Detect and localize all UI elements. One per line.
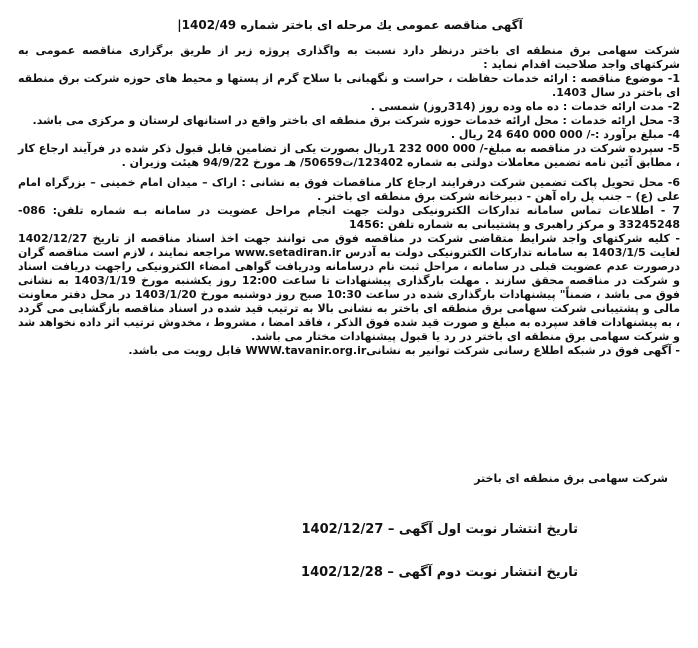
company-signature: شرکت سهامی برق منطقه ای باختر [474,472,668,485]
title-text: آگهی مناقصه عمومی يك مرحله ای باختر شماره 1402/49 [181,18,523,32]
title-bar: | [177,18,182,32]
item-tavanir: - آگهی فوق در شبکه اطلاع رسانی شرکت توانير به نشانیWWW.tavanir.org.ir قابل رويت می باشد. [128,344,680,357]
item-subject: 1- موضوع مناقصه : ارائه خدمات حفاظت ، حراست و نگهبانی با سلاح گرم از پستها و محيط های حوزه شرکت برق منطقه ای باختر در سال 1403. [18,72,680,99]
intro-paragraph: شرکت سهامی برق منطقه ای باختر درنظر دارد نسبت به واگذاری پروژه زير از طريق برگزاری مناقصه عمومی به شرکتهای واجد صلاحيت اقدام نمايد : [18,44,680,71]
item-duration: 2- مدت ارائه خدمات : ده ماه وده روز (314روز) شمسی . [370,100,680,113]
item-contact: 7 - اطلاعات تماس سامانه تدارکات الکترونيکی دولت جهت انجام مراحل عضويت در سامانه بـه شماره تلفن: 086-33245248 و مرکز راهبری و پشتيبانی به شماره تلفن :1456 [18,204,680,231]
publication-first: تاريخ انتشار نوبت اول آگهی – 1402/12/27 [301,522,578,537]
item-documents: - کليه شرکتهای واجد شرايط متقاضی شرکت در مناقصه فوق می توانند جهت اخذ اسناد مناقصه از تاريخ 1402/12/27 لغايت 1403/1/5 به سامانه تدارکات الکترونيکی دولت به آدرس www.setadiran.ir مراجعه نمايند ، لازم است مناقصه گران درصورت عدم عضويت قبلی در سامانه ، مراحل ثبت نام درسامانه ودريافت گواهی امضاء الکترونيکی راجهت دريافت اسناد و شرکت در مناقصه محقق سازند . مهلت بارگذاری پيشنهادات تا ساعت 12:00 روز يکشنبه مورخ 1403/1/19 به نشانی فوق می باشد ، ضمناً" پيشنهادات بارگذاری شده در ساعت 10:30 صبح روز دوشنبه مورخ 1403/1/20 در محل دفتر معاونت مالی و پشتيبانی شرکت سهامی برق منطقه ای باختر به نشانی بالا به ترتيب قيد شده در اسناد مناقصه بازگشايی می گردد ، به پيشنهادات فاقد سپرده به مبلغ و صورت قيد شده فوق الذکر ، فاقد امضا ، مشروط ، مخدوش ترتيب اثر داده نخواهد شد و شرکت سهامی برق منطقه ای باختر در رد يا قبول پيشنهادات مختار می باشد. [18,232,680,343]
item-deposit: 5- سپرده شرکت در مناقصه به مبلغ-/ 000 000 232 1ريال بصورت يکی از تضامين قابل قبول ذکر شده در فرآيند ارجاع کار ، مطابق آئين نامه تضمين معاملات دولتی به شماره 123402/ت50659/ هـ مورخ 94/9/22 هيئت وزيران . [18,142,680,169]
item-delivery-address: 6- محل تحويل پاکت تضمين شرکت درفرايند ارجاع کار مناقصات فوق به نشانی : اراک – ميدان امام خمينی – بزرگراه امام علی (ع) – جنب پل راه آهن - دبيرخانه شرکت برق منطقه ای باختر . [18,176,680,203]
item-location: 3- محل ارائه خدمات : محل ارائه خدمات حوزه شرکت برق منطقه ای باختر واقع در استانهای لرستان و مرکزی می باشد. [32,114,680,127]
item-estimate: 4- مبلغ برآورد :-/ 000 000 640 24 ريال . [450,128,680,141]
publication-second: تاريخ انتشار نوبت دوم آگهی – 1402/12/28 [301,565,578,580]
notice-title [18,18,680,32]
